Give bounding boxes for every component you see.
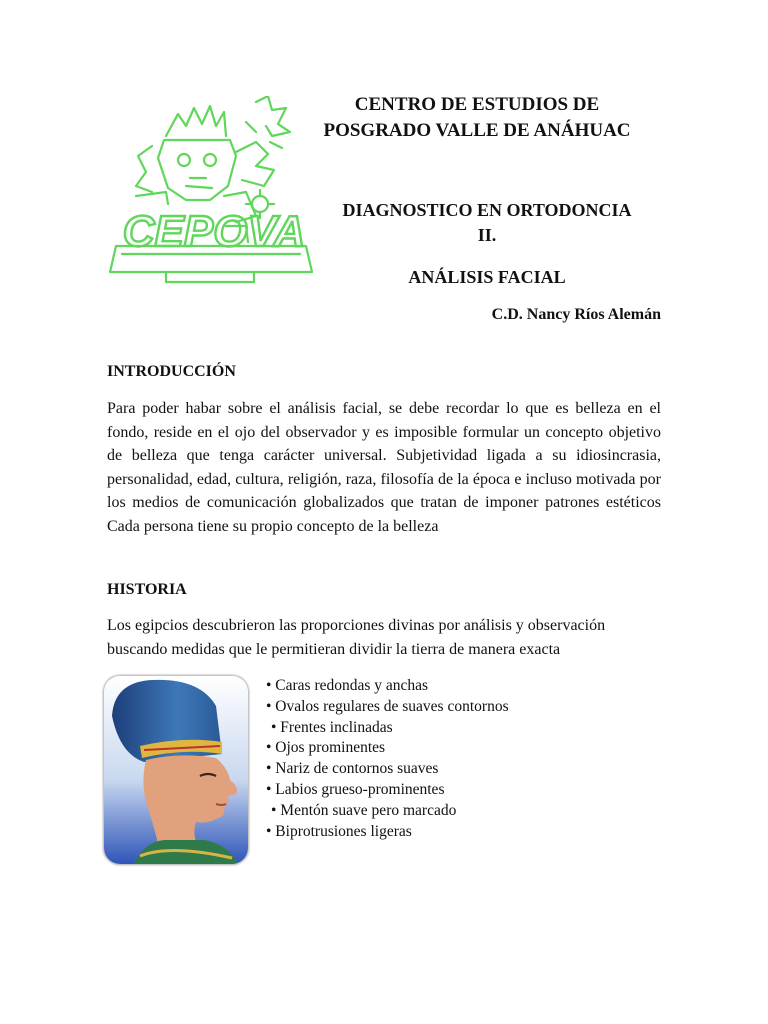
institution-title-line-1: CENTRO DE ESTUDIOS DE [354,94,600,115]
historia-heading: HISTORIA [107,581,187,598]
logo-lettering: CEPOVA [122,207,306,256]
document-title: ANÁLISIS FACIAL [408,267,566,287]
list-item: • Biprotrusiones ligeras [266,822,412,840]
course-title-line-1: DIAGNOSTICO EN ORTODONCIA [342,200,632,220]
course-title-line-2: II. [477,225,497,245]
list-item: • Frentes inclinadas [271,718,393,736]
historia-paragraph: Los egipcios descubrieron las proporciones divinas por análisis y observación buscando medidas que le permitieran dividir la tierra de manera exacta [107,617,606,658]
cepova-logo-graphic [106,96,322,286]
list-item: • Ovalos regulares de suaves contornos [266,697,509,715]
list-item: • Mentón suave pero marcado [271,801,457,819]
institution-logo [106,96,322,286]
egyptian-bust-illustration [104,676,248,864]
introduccion-paragraph: Para poder habar sobre el análisis facial, se debe recordar lo que es belleza en el fondo, reside en el ojo del observador y es imposible formular un concepto objetivo de belleza que tenga carácter universal. Subjetividad ligada a su idiosincrasia, personalidad, edad, cultura, religión, raza, filosofía de la época e incluso motivada por los medios de comunicación globalizados que tratan de imponer patrones estéticos Cada persona tiene su propio concepto de la belleza [107,400,661,535]
list-item: • Labios grueso-prominentes [266,780,445,798]
list-item: • Caras redondas y anchas [266,677,429,694]
introduccion-heading: INTRODUCCIÓN [107,363,236,380]
course-title [310,198,664,248]
institution-title [300,92,654,144]
list-item: • Ojos prominentes [266,739,386,757]
institution-title-line-2: POSGRADO VALLE DE ANÁHUAC [323,120,631,141]
list-item: • Nariz de contornos suaves [266,760,439,778]
author-name: C.D. Nancy Ríos Alemán [491,306,661,323]
facial-traits-list [266,676,509,842]
egyptian-bust-image [104,676,248,864]
